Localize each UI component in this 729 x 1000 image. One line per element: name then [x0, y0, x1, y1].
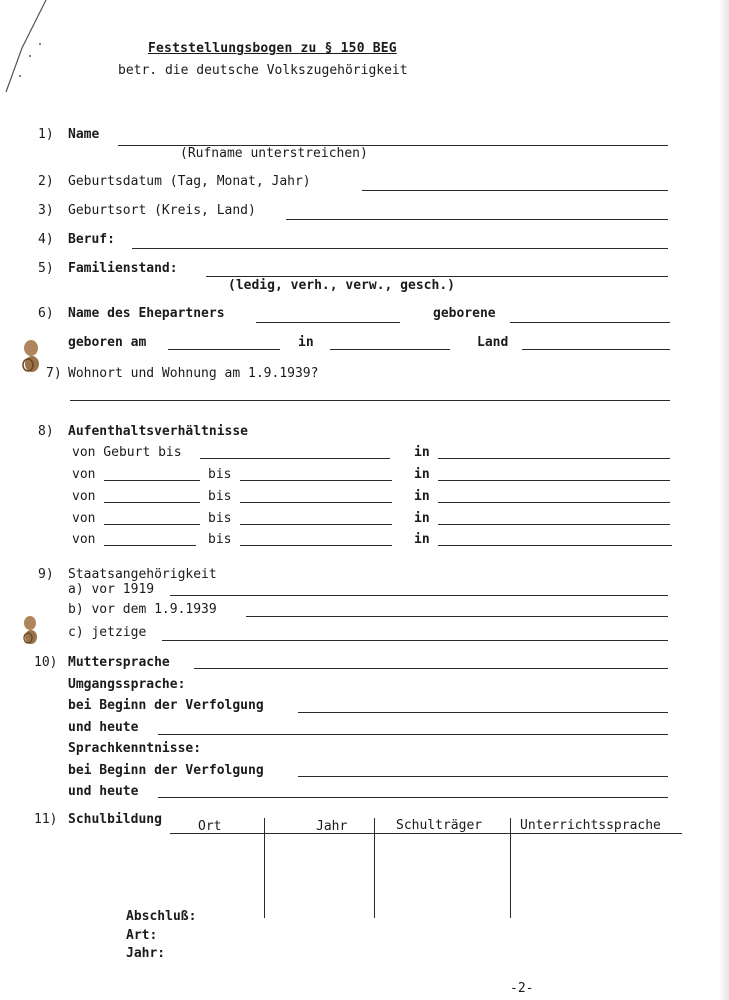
q9-number: 9)	[38, 567, 54, 582]
q8-row1-label: von Geburt bis	[72, 445, 182, 460]
q6-in-label: in	[298, 335, 314, 350]
q8-label: Aufenthaltsverhältnisse	[68, 424, 249, 439]
q10-umgang-beginn-field[interactable]	[298, 712, 668, 713]
q11-col-ort: Ort	[198, 819, 222, 834]
q10-number: 10)	[34, 655, 58, 670]
q4-number: 4)	[38, 232, 54, 247]
q8-row2-bis-label: bis	[208, 467, 232, 482]
q6-land-label: Land	[477, 335, 509, 350]
q8-row4-place-field[interactable]	[438, 524, 670, 525]
q4-occupation-field[interactable]	[132, 248, 668, 249]
q2-birthdate-field[interactable]	[362, 190, 668, 191]
q8-row2-from-field[interactable]	[104, 480, 200, 481]
q8-row3-bis-label: bis	[208, 489, 232, 504]
q3-birthplace-field[interactable]	[286, 219, 668, 220]
q9b-field[interactable]	[246, 616, 668, 617]
q6-maiden-name-field[interactable]	[510, 322, 670, 323]
q8-row5-until-field[interactable]	[240, 545, 392, 546]
q11-art-label: Art:	[126, 928, 158, 943]
q7-label: Wohnort und Wohnung am 1.9.1939?	[68, 366, 319, 381]
q7-number: 7)	[46, 366, 62, 381]
q8-row1-until-field[interactable]	[200, 458, 390, 459]
q10-umgang-heute-field[interactable]	[158, 734, 668, 735]
q4-label: Beruf:	[68, 232, 115, 247]
q2-label: Geburtsdatum (Tag, Monat, Jahr)	[68, 174, 311, 189]
q9c-field[interactable]	[162, 640, 668, 641]
q3-label: Geburtsort (Kreis, Land)	[68, 203, 256, 218]
q11-col-jahr: Jahr	[316, 819, 348, 834]
q8-row3-in-label: in	[414, 489, 430, 504]
q6-spouse-name-field[interactable]	[256, 322, 400, 323]
q3-number: 3)	[38, 203, 54, 218]
q11-abschluss-label: Abschluß:	[126, 909, 197, 924]
q7-residence-field[interactable]	[70, 400, 670, 401]
q6-spouse-birthplace-field[interactable]	[330, 349, 450, 350]
q8-row1-place-field[interactable]	[438, 458, 670, 459]
q8-row3-von-label: von	[72, 489, 96, 504]
q10-kenntnisse-beginn-field[interactable]	[298, 776, 668, 777]
q11-table-divider-2	[374, 818, 375, 918]
q11-col-schultraeger: Schulträger	[396, 818, 483, 833]
q8-row3-from-field[interactable]	[104, 502, 200, 503]
q2-number: 2)	[38, 174, 54, 189]
q8-row2-place-field[interactable]	[438, 480, 670, 481]
q8-row5-in-label: in	[414, 532, 430, 547]
q8-row4-until-field[interactable]	[240, 524, 392, 525]
corner-pencil-mark	[0, 0, 60, 100]
q8-row3-until-field[interactable]	[240, 502, 392, 503]
q5-marital-status-field[interactable]	[206, 276, 668, 277]
q8-row4-in-label: in	[414, 511, 430, 526]
q5-label: Familienstand:	[68, 261, 178, 276]
q8-row4-von-label: von	[72, 511, 96, 526]
q10-label: Muttersprache	[68, 655, 170, 670]
form-title: Feststellungsbogen zu § 150 BEG	[148, 41, 397, 56]
q10-kenntnisse-heute-label: und heute	[68, 784, 139, 799]
coffee-stain-mark-2	[18, 614, 44, 648]
q1-hint: (Rufname unterstreichen)	[180, 146, 368, 161]
q9b-label: b) vor dem 1.9.1939	[68, 602, 217, 617]
q8-number: 8)	[38, 424, 54, 439]
q6-spouse-country-field[interactable]	[522, 349, 670, 350]
q9c-label: c) jetzige	[68, 625, 147, 640]
q9a-label: a) vor 1919	[68, 582, 155, 597]
form-subtitle: betr. die deutsche Volkszugehörigkeit	[118, 63, 408, 78]
q8-row2-von-label: von	[72, 467, 96, 482]
q11-number: 11)	[34, 812, 58, 827]
q10-mother-tongue-field[interactable]	[194, 668, 668, 669]
q9a-field[interactable]	[170, 595, 668, 596]
q10-umgang-heute-label: und heute	[68, 720, 139, 735]
q8-row5-from-field[interactable]	[104, 545, 196, 546]
q6-geborene-label: geborene	[433, 306, 496, 321]
q10-kenntnisse-label: Sprachkenntnisse:	[68, 741, 202, 756]
q10-umgang-beginn-label: bei Beginn der Verfolgung	[68, 698, 264, 713]
page-number: -2-	[510, 981, 534, 996]
q6-spouse-birthdate-field[interactable]	[168, 349, 280, 350]
q6-label: Name des Ehepartners	[68, 306, 225, 321]
q6-geboren-am-label: geboren am	[68, 335, 147, 350]
q9-label: Staatsangehörigkeit	[68, 567, 217, 582]
q8-row5-place-field[interactable]	[438, 545, 672, 546]
page-edge-shadow	[719, 0, 729, 1000]
q8-row3-place-field[interactable]	[438, 502, 670, 503]
q5-hint: (ledig, verh., verw., gesch.)	[228, 278, 455, 293]
q8-row5-bis-label: bis	[208, 532, 232, 547]
coffee-stain-mark	[18, 338, 46, 376]
q11-label: Schulbildung	[68, 812, 162, 827]
q5-number: 5)	[38, 261, 54, 276]
q8-row4-from-field[interactable]	[104, 524, 200, 525]
q8-row5-von-label: von	[72, 532, 96, 547]
q11-table-divider-1	[264, 818, 265, 918]
q8-row1-in-label: in	[414, 445, 430, 460]
q10-kenntnisse-beginn-label: bei Beginn der Verfolgung	[68, 763, 264, 778]
q11-table-divider-3	[510, 818, 511, 918]
q10-kenntnisse-heute-field[interactable]	[158, 797, 668, 798]
q11-col-unterrichtssprache: Unterrichtssprache	[520, 818, 661, 833]
q1-number: 1)	[38, 127, 54, 142]
q10-umgang-label: Umgangssprache:	[68, 677, 186, 692]
q8-row2-in-label: in	[414, 467, 430, 482]
q1-label: Name	[68, 127, 100, 142]
q11-table-header-line	[170, 833, 682, 834]
q11-jahr-label: Jahr:	[126, 946, 166, 961]
q8-row4-bis-label: bis	[208, 511, 232, 526]
q6-number: 6)	[38, 306, 54, 321]
q8-row2-until-field[interactable]	[240, 480, 392, 481]
